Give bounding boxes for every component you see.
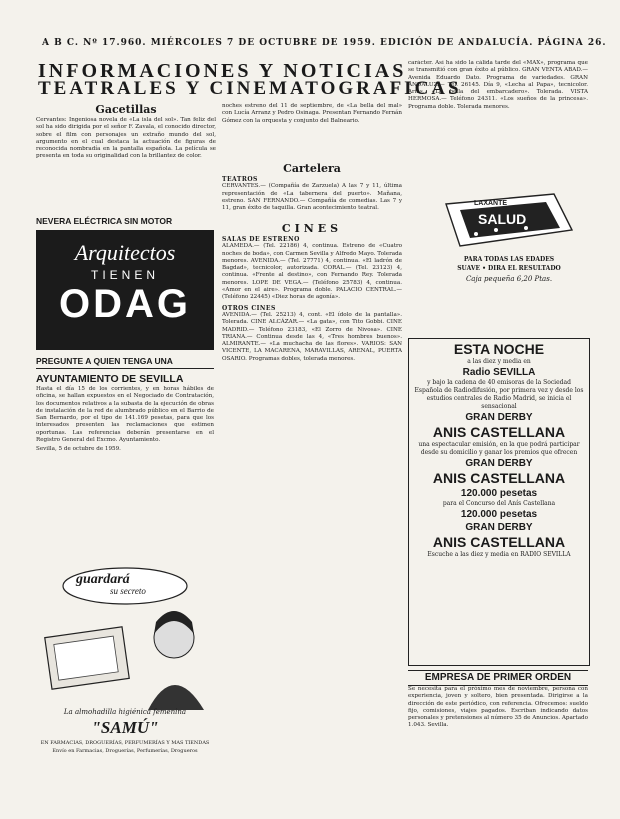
- salas-label: SALAS DE ESTRENO: [222, 236, 300, 243]
- odag-line1: Arquitectos: [74, 240, 176, 265]
- samu-slogan: guardará: [76, 572, 130, 587]
- radio-t1: a las diez y media en: [467, 358, 531, 365]
- radio-brand-small-2: GRAN DERBY: [465, 458, 533, 469]
- radio-t2: y bajo la cadena de 40 emisoras de la Sociedad Española de Radiodifusión, por primera vez y desde los estudios centrales de Radio Madrid, se inicia el sensacional: [414, 379, 584, 410]
- radio-brand-3: ANIS CASTELLANA: [432, 534, 566, 550]
- radio-t3: una espectacular emisión, en la que podrá participar desde su domicilio y ganar los premios que ofrecen: [418, 441, 580, 456]
- gacetillas-body: Cervantes: Ingeniosa novela de «La isla del sol». Tan feliz del sol ha sido dirigida por el señor F. Zavala, el conocido director, sobre el film con personajes un extraño mundo del sol, argumento en el cual destaca la actuación de figuras de reconocida nombradía en la pantalla española. La película se presenta en toda su originalidad con la brillantez de color.: [36, 117, 216, 160]
- divider: [36, 368, 214, 369]
- laxante-ad: [436, 190, 582, 290]
- section-title-line1: INFORMACIONES Y NOTICIAS: [38, 60, 407, 82]
- samu-footer: EN FARMACIAS, DROGUERÍAS, PERFUMERÍAS Y MAS TIENDAS: [40, 740, 210, 746]
- ayuntamiento-body: Hasta el día 15 de los corrientes, y en horas hábiles de oficina, se hallan expuestos en el Negociado de Contratación, los documentos relativos a la subasta de la ejecución de obras de instalación de la red de alumbrado público en el Barrio de San Bernardo, por el tipo de 141.169 pesetas, para que los interesados presenten las reclamaciones que estimen oportunas. Las referencias deberán presentarse en el Registro General del Excmo. Ayuntamiento.: [36, 386, 214, 444]
- radio-prize-1: 120.000 pesetas: [460, 488, 538, 499]
- ayuntamiento-heading: AYUNTAMIENTO DE SEVILLA: [36, 373, 184, 385]
- cines-heading: CINES: [281, 222, 343, 235]
- radio-brand-1: ANIS CASTELLANA: [432, 424, 566, 440]
- radio-station: Radio SEVILLA: [462, 367, 536, 378]
- odag-line2: TIENEN: [90, 268, 159, 282]
- teatros-body: CERVANTES.— (Compañía de Zarzuela) A las 7 y 11, última representación de «La tabernera del puerto». Mañana, estreno. SAN FERNANDO.— Compañía de comedias. Las 7 y 11, gran éxito de taquilla. Gran acontecimiento teatral.: [222, 183, 402, 212]
- gacetillas-heading: Gacetillas: [95, 103, 157, 116]
- right-top-text: carácter. Así ha sido la cálida tarde del «MAX», programa que se transmitió con gran éxito al público. GRAN VENTA ABAD.— Avenida Eduardo Dato. Programa de variedades. GRAN ANDALUZ.— Tel. 26145. Día 9, «Lecha al Papa», tecnicolor. Arias. «La bella del embarcadero». Tolerada. VISTA HERMOSA.— Teléfono 24311. «Los sueños de la princesa». Programa doble. Tolerada menores.: [408, 60, 588, 110]
- salas-body: ALAMEDA.— (Tel. 22186) 4, continua. Estreno de «Cuatro noches de boda», con Carmen Sevilla y Alfredo Mayo. Tolerada menores. AVENIDA.— (Tel. 27771) 4, continua. «El ladrón de Bagdad», tecnicolor, autorizada. CORAL.— (Tel. 23123) 4, continua. «Frente al destino», con Fernando Rey. Tolerada menores. LOPE DE VEGA.— (Teléfono 25783) 4, continua. «Amor en el aire». Programa doble. PALACIO CENTRAL.— (Teléfono 22445) «Diez horas de agonía».: [222, 243, 402, 301]
- ayuntamiento-date: Sevilla, 5 de octubre de 1959.: [36, 446, 121, 453]
- empresa-section: [408, 670, 588, 812]
- radio-prize-2: 120.000 pesetas: [460, 509, 538, 520]
- laxante-brand1: LAXANTE: [474, 200, 508, 207]
- odag-ad: [36, 230, 214, 350]
- samu-caption: La almohadilla higiénica femenina: [63, 708, 187, 716]
- odag-brand: ODAG: [59, 282, 191, 326]
- radio-sevilla-ad: [408, 338, 590, 666]
- otros-body: AVENIDA.— (Tel. 25213) 4, cont. «El ídolo de la pantalla». Tolerada. CINE ALCÁZAR.— «La gata», con Tito Gobbi. CINE MADRID.— Teléfono 23183, «El Zorro de Nivosa». CINE TRIANA.— Continua desde las 4, «Tres hombres buenos». ALMIRANTE.— «La muchacha de las flores». VARIOS: SAN VICENTE, LA MACARENA, MARAVILLAS, ARENAL, PUERTA OSARIO. Programas dobles, tolerada menores.: [222, 311, 402, 362]
- teatros-label: TEATROS: [222, 176, 258, 183]
- empresa-body: Se necesita para el próximo mes de noviembre, persona con experiencia, joven y soltero, bien presentada. Dirigirse a la dirección de este periódico, con referencia. Ofrecemos: sueldo fijo, comisiones, viajes pagados. Escriban indicando datos personales y pretensiones al número 35 de Anuncios. Apartado 1.043. Sevilla.: [408, 686, 588, 729]
- cartelera-heading: Cartelera: [283, 162, 341, 175]
- laxante-line2: SUAVE • DIRA EL RESULTADO: [457, 265, 561, 272]
- gacetillas-section: [36, 103, 216, 213]
- section-title-line2: TEATRALES Y CINEMATOGRAFICAS: [38, 78, 462, 99]
- otros-label: OTROS CINES: [222, 304, 276, 312]
- radio-t4: para el Concurso del Anís Castellana: [442, 500, 556, 507]
- radio-footer: Escuche a las diez y media en RADIO SEVILLA: [427, 551, 571, 558]
- radio-h1: ESTA NOCHE: [453, 341, 545, 357]
- laxante-brand2: SALUD: [478, 211, 527, 227]
- radio-brand-2: ANIS CASTELLANA: [432, 470, 566, 486]
- cartelera-section: [222, 162, 402, 218]
- samu-footer2: Envío en Farmacias, Droguerías, Perfumerías, Drogueros: [52, 748, 198, 754]
- samu-brand: "SAMÚ": [91, 718, 159, 737]
- cines-section: [222, 222, 402, 812]
- radio-brand-small-1: GRAN DERBY: [465, 412, 533, 423]
- cartelera-intro: noches estreno del 11 de septiembre, de «La bella del mal» con Lucía Arranz y Pedro Osinaga. Presentan Fernando Fernán Gómez con la orquesta y conjunto del Balneario.: [222, 103, 402, 124]
- odag-top-banner: NEVERA ELÉCTRICA SIN MOTOR: [36, 216, 173, 226]
- odag-bottom-banner: PREGUNTE A QUIEN TENGA UNA: [36, 356, 173, 366]
- empresa-heading: EMPRESA DE PRIMER ORDEN: [408, 670, 588, 686]
- samu-slogan2: su secreto: [110, 586, 146, 596]
- radio-brand-small-3: GRAN DERBY: [465, 522, 533, 533]
- laxante-line3: Caja pequeña 6,20 Ptas.: [465, 275, 553, 283]
- ayuntamiento-section: [36, 372, 214, 552]
- page-header: A B C. Nº 17.960. MIÉRCOLES 7 DE OCTUBRE DE 1959. EDICIÓN DE ANDALUCÍA. PÁGINA 26.: [42, 38, 607, 48]
- samu-ad: [36, 560, 214, 760]
- laxante-line1: PARA TODAS LAS EDADES: [463, 256, 555, 263]
